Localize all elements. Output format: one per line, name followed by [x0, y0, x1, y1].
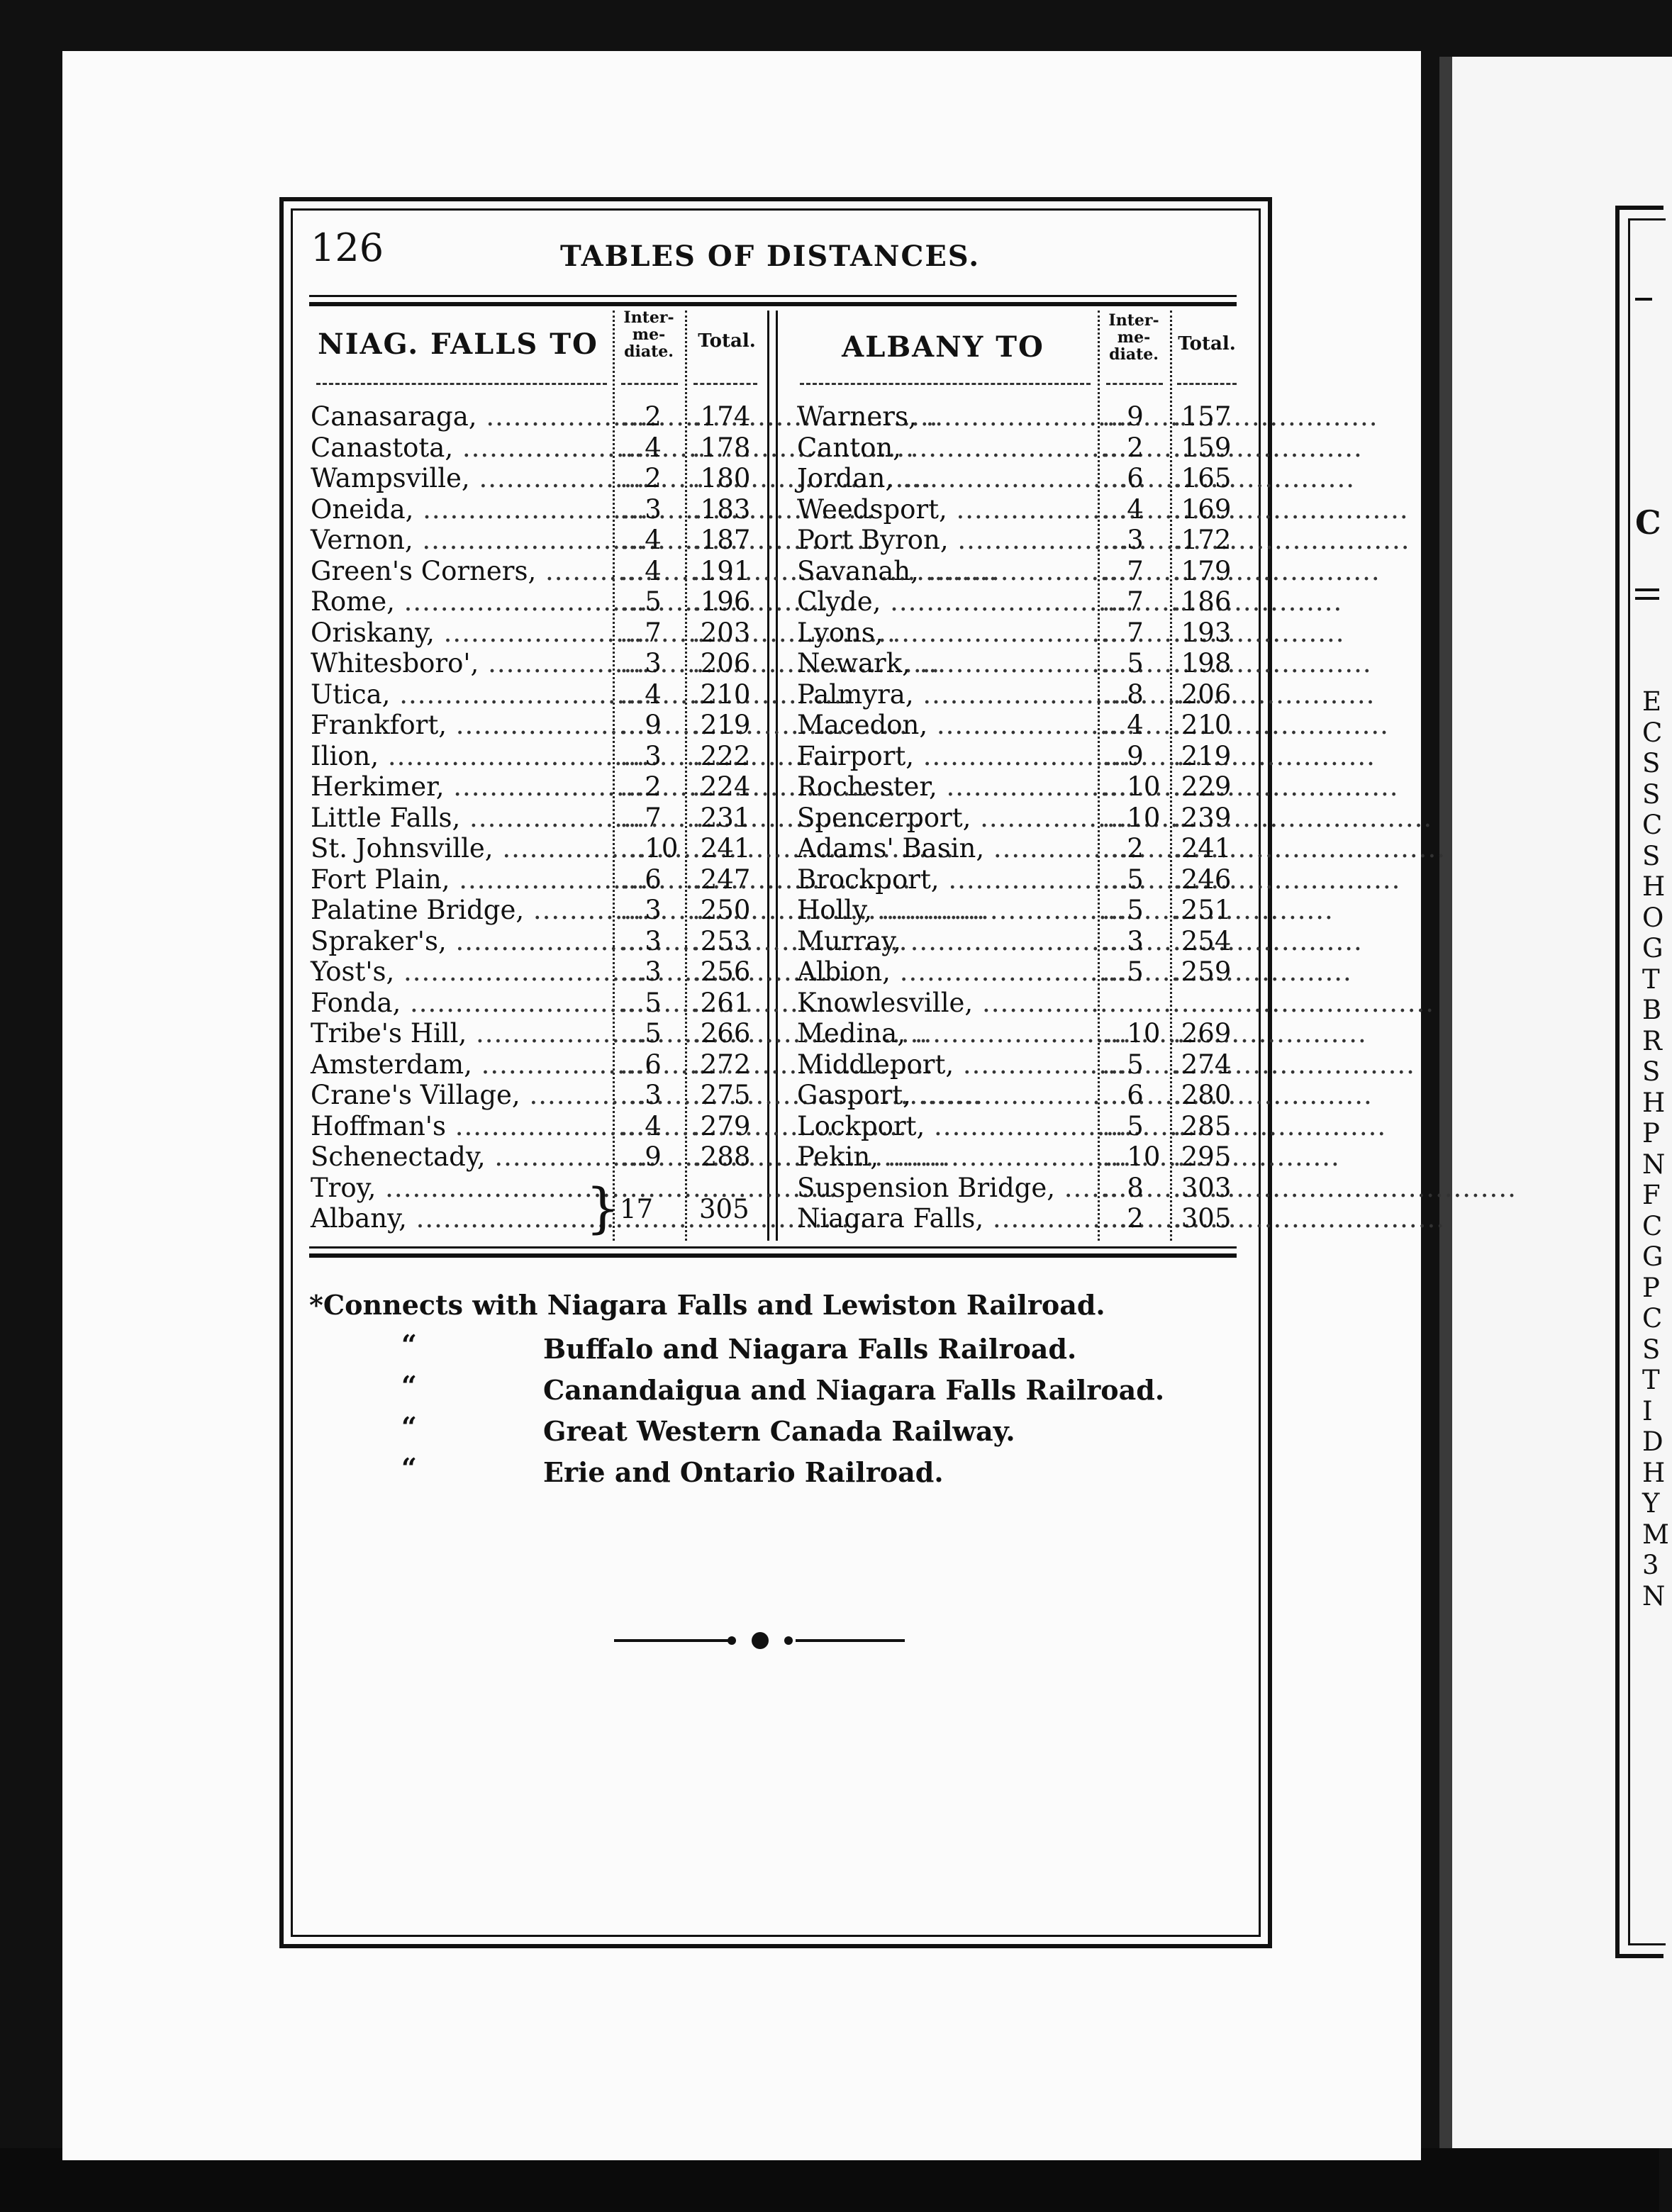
right-table-body: [797, 401, 1244, 1234]
place-name: Savanah, .....: [797, 556, 1095, 587]
intermediate-distance: ... 7: [620, 803, 662, 834]
total-distance: . 251: [1173, 895, 1231, 926]
intermediate-distance: ... 4: [620, 525, 662, 556]
place-name: Canton, .....: [797, 432, 1095, 464]
place-name: Brockport, .....: [797, 864, 1095, 895]
intermediate-distance: ... 9: [620, 1141, 662, 1173]
place-name: Yost's, .....: [311, 956, 610, 988]
table-bottom-rule: [309, 1253, 1237, 1258]
table-row: [311, 1141, 764, 1173]
total-distance: . 179: [1173, 556, 1231, 587]
intermediate-distance: ... 6: [620, 864, 662, 895]
total-distance: . 254: [1173, 926, 1231, 957]
footnote-line: Buffalo and Niagara Falls Railroad.: [543, 1333, 1077, 1365]
total-distance: . 165: [1173, 463, 1231, 494]
table-row: [797, 679, 1244, 710]
intermediate-distance: ... 3: [620, 741, 662, 772]
total-distance: . 280: [1173, 1080, 1231, 1111]
total-distance: . 303: [1173, 1173, 1231, 1204]
header-dotted-rule: [621, 383, 678, 385]
facing-page-letter: T: [1642, 1365, 1660, 1395]
table-row: [311, 679, 764, 710]
right-total-header: Total.: [1178, 333, 1236, 354]
header-dotted-rule: [693, 383, 757, 385]
intermediate-distance: ... 5: [1102, 1049, 1144, 1080]
place-name: Tribe's Hill, .....: [311, 1018, 610, 1049]
facing-page-letter: S: [1642, 1056, 1661, 1087]
total-distance: . 259: [1173, 956, 1231, 988]
total-distance: . 288: [692, 1141, 750, 1173]
place-name: Spencerport, .....: [797, 803, 1095, 834]
facing-page-letters: [1642, 686, 1669, 1611]
place-name: Oriskany, .....: [311, 618, 610, 649]
table-row: [311, 1080, 764, 1111]
brace-mark: }: [586, 1176, 620, 1239]
merged-total-value: 305: [699, 1194, 749, 1224]
place-name: Middleport, .....: [797, 1049, 1095, 1080]
table-row: [311, 926, 764, 957]
page-number: 126: [311, 225, 384, 270]
total-distance: . 231: [692, 803, 750, 834]
total-distance: . 279: [692, 1111, 750, 1142]
facing-page-letter: H: [1642, 1087, 1666, 1118]
facing-page-rule: [1635, 298, 1652, 301]
facing-page-letter: B: [1642, 995, 1662, 1025]
total-distance: . 246: [1173, 864, 1231, 895]
table-row: [797, 956, 1244, 988]
intermediate-distance: ... 3: [1102, 525, 1144, 556]
total-distance: . 275: [692, 1080, 750, 1111]
table-row: [311, 833, 764, 864]
left-table-body: [311, 401, 764, 1239]
facing-page-letter: N: [1642, 1149, 1666, 1180]
total-distance: . 266: [692, 1018, 750, 1049]
table-row: [311, 556, 764, 587]
page-title: TABLES OF DISTANCES.: [560, 240, 981, 273]
place-name: Troy, .....: [311, 1173, 610, 1204]
table-row: [797, 1018, 1244, 1049]
intermediate-distance: ... 5: [1102, 864, 1144, 895]
intermediate-distance: ... 3: [1102, 926, 1144, 957]
intermediate-distance: ... 6: [620, 1049, 662, 1080]
header-dotted-rule: [316, 383, 607, 385]
place-name: Holly, .....: [797, 895, 1095, 926]
right-table-heading: ALBANY TO: [842, 330, 1044, 364]
total-distance: . 224: [692, 771, 750, 803]
table-row: [311, 956, 764, 988]
place-name: Amsterdam, .....: [311, 1049, 610, 1080]
place-name: Albany, .....: [311, 1203, 610, 1234]
total-distance: . 256: [692, 956, 750, 988]
total-distance: . 229: [1173, 771, 1231, 803]
intermediate-distance: ... 6: [1102, 1080, 1144, 1111]
facing-page-letter: H: [1642, 1457, 1666, 1488]
intermediate-distance: ... 2: [1102, 833, 1144, 864]
place-name: Palmyra, .....: [797, 679, 1095, 710]
total-distance: . 219: [692, 710, 750, 741]
table-row: [311, 618, 764, 649]
place-name: Frankfort, .....: [311, 710, 610, 741]
table-row: [311, 494, 764, 525]
table-row: [797, 803, 1244, 834]
intermediate-distance: ... 4: [620, 556, 662, 587]
total-distance: . 180: [692, 463, 750, 494]
intermediate-distance: ... 10: [1102, 771, 1160, 803]
footnote-line: Great Western Canada Railway.: [543, 1415, 1015, 1447]
intermediate-distance: ... 5: [620, 586, 662, 618]
facing-page-letter: R: [1642, 1025, 1662, 1056]
place-name: Fonda, .....: [311, 988, 610, 1019]
place-name: Warners, .....: [797, 401, 1095, 432]
total-distance: . 241: [692, 833, 750, 864]
place-name: Spraker's, .....: [311, 926, 610, 957]
table-row: [797, 771, 1244, 803]
total-distance: . 247: [692, 864, 750, 895]
place-name: Pekin, .....: [797, 1141, 1095, 1173]
intermediate-distance: ... 7: [1102, 618, 1144, 649]
place-name: Clyde, .....: [797, 586, 1095, 618]
intermediate-distance: ... 5: [1102, 956, 1144, 988]
intermediate-distance: ... 5: [620, 1018, 662, 1049]
table-row: [797, 1111, 1244, 1142]
total-distance: . 269: [1173, 1018, 1231, 1049]
table-row: [311, 1173, 764, 1204]
facing-page-letter: O: [1642, 902, 1664, 933]
total-distance: . 191: [692, 556, 750, 587]
table-row: [797, 1173, 1244, 1204]
place-name: Macedon, .....: [797, 710, 1095, 741]
facing-page-heading: C: [1635, 503, 1661, 542]
total-distance: . 261: [692, 988, 750, 1019]
intermediate-distance: ... 4: [1102, 710, 1144, 741]
intermediate-distance: ... 3: [620, 895, 662, 926]
place-name: Medina, .....: [797, 1018, 1095, 1049]
place-name: Albion, .....: [797, 956, 1095, 988]
table-row: [797, 741, 1244, 772]
ornament-rule: [614, 1639, 729, 1642]
table-row: [311, 895, 764, 926]
total-distance: . 203: [692, 618, 750, 649]
facing-page-letter: G: [1642, 1241, 1663, 1272]
total-distance: . 250: [692, 895, 750, 926]
table-row: [311, 771, 764, 803]
intermediate-distance: ... 7: [620, 618, 662, 649]
total-distance: . 178: [692, 432, 750, 464]
intermediate-distance: ... 4: [1102, 494, 1144, 525]
table-row: [797, 710, 1244, 741]
table-row: [797, 988, 1244, 1019]
place-name: Rome, .....: [311, 586, 610, 618]
left-table-heading: NIAG. FALLS TO: [318, 328, 598, 361]
place-name: Herkimer, .....: [311, 771, 610, 803]
intermediate-distance: ... 9: [1102, 401, 1144, 432]
table-row: [797, 494, 1244, 525]
intermediate-distance: ... 7: [1102, 556, 1144, 587]
table-row: [311, 1018, 764, 1049]
total-distance: . 159: [1173, 432, 1231, 464]
total-distance: . 253: [692, 926, 750, 957]
intermediate-distance: ... 2: [1102, 432, 1144, 464]
table-row: [311, 1203, 764, 1234]
table-row: [311, 401, 764, 432]
place-name: Oneida, .....: [311, 494, 610, 525]
facing-page-letter: E: [1642, 686, 1662, 717]
table-row: [797, 1080, 1244, 1111]
total-distance: . 210: [692, 679, 750, 710]
facing-page-letter: C: [1642, 1303, 1663, 1334]
place-name: Lyons, .....: [797, 618, 1095, 649]
total-distance: . 219: [1173, 741, 1231, 772]
table-row: [797, 401, 1244, 432]
table-row: [311, 741, 764, 772]
place-name: Ilion, .....: [311, 741, 610, 772]
table-row: [311, 525, 764, 556]
facing-page-letter: I: [1642, 1395, 1653, 1426]
table-row: [797, 926, 1244, 957]
place-name: Fort Plain, .....: [311, 864, 610, 895]
place-name: Newark, .....: [797, 648, 1095, 679]
table-row: [797, 618, 1244, 649]
intermediate-distance: ... 10: [1102, 1141, 1160, 1173]
place-name: Little Falls, .....: [311, 803, 610, 834]
facing-page-letter: N: [1642, 1580, 1666, 1611]
table-row: [797, 895, 1244, 926]
table-row: [797, 864, 1244, 895]
table-row: [311, 432, 764, 464]
intermediate-distance: ... 5: [1102, 1111, 1144, 1142]
ditto-mark: “: [401, 1452, 417, 1484]
table-row: [311, 988, 764, 1019]
place-name: Green's Corners, .....: [311, 556, 610, 587]
intermediate-distance: ... 2: [1102, 1203, 1144, 1234]
intermediate-distance: ... 8: [1102, 679, 1144, 710]
total-distance: . 198: [1173, 648, 1231, 679]
place-name: Suspension Bridge, .....: [797, 1173, 1095, 1204]
total-distance: . 169: [1173, 494, 1231, 525]
table-row: [797, 586, 1244, 618]
facing-page-letter: 3: [1642, 1550, 1659, 1580]
table-row: [797, 556, 1244, 587]
place-name: Schenectady, .....: [311, 1141, 610, 1173]
total-distance: . 193: [1173, 618, 1231, 649]
facing-page-letter: S: [1642, 778, 1661, 810]
table-row: [311, 864, 764, 895]
table-row: [311, 710, 764, 741]
facing-page-letter: F: [1642, 1180, 1661, 1210]
ditto-mark: “: [401, 1329, 417, 1361]
total-distance: . 222: [692, 741, 750, 772]
ditto-mark: “: [401, 1411, 417, 1443]
table-row: [797, 1141, 1244, 1173]
intermediate-distance: ... 2: [620, 463, 662, 494]
table-row: [797, 833, 1244, 864]
total-distance: . 206: [692, 648, 750, 679]
ornament-rule: [796, 1639, 905, 1642]
facing-page-letter: S: [1642, 748, 1661, 778]
total-distance: . 183: [692, 494, 750, 525]
table-row: [797, 1049, 1244, 1080]
facing-page-letter: S: [1642, 1334, 1661, 1365]
facing-page-letter: M: [1642, 1519, 1669, 1550]
total-distance: . 172: [1173, 525, 1231, 556]
intermediate-distance: ... 7: [1102, 586, 1144, 618]
total-distance: . 295: [1173, 1141, 1231, 1173]
facing-page-letter: S: [1642, 840, 1661, 871]
facing-page-letter: Y: [1642, 1488, 1660, 1519]
facing-page-letter: H: [1642, 871, 1666, 902]
intermediate-distance: ... 5: [1102, 648, 1144, 679]
right-intermediate-header: Inter- me- diate.: [1108, 311, 1159, 364]
footnote-line: Erie and Ontario Railroad.: [543, 1456, 944, 1488]
total-distance: . 186: [1173, 586, 1231, 618]
table-row: [311, 586, 764, 618]
place-name: Knowlesville, .....: [797, 988, 1095, 1019]
total-distance: . 241: [1173, 833, 1231, 864]
place-name: Whitesboro', .....: [311, 648, 610, 679]
table-bottom-rule: [309, 1246, 1237, 1249]
intermediate-distance: ... 4: [620, 432, 662, 464]
table-row: [311, 463, 764, 494]
table-row: [797, 463, 1244, 494]
ornament-dot: [784, 1636, 793, 1645]
place-name: Rochester, .....: [797, 771, 1095, 803]
place-name: St. Johnsville, .....: [311, 833, 610, 864]
table-row: [311, 648, 764, 679]
ditto-mark: “: [401, 1370, 417, 1402]
place-name: Lockport, .....: [797, 1111, 1095, 1142]
table-row: [311, 1049, 764, 1080]
total-distance: . 274: [1173, 1049, 1231, 1080]
place-name: Crane's Village, .....: [311, 1080, 610, 1111]
facing-page-letter: C: [1642, 810, 1663, 840]
place-name: Weedsport, .....: [797, 494, 1095, 525]
total-distance: . 239: [1173, 803, 1231, 834]
table-row: [311, 803, 764, 834]
intermediate-distance: ... 3: [620, 926, 662, 957]
place-name: Gasport, .....: [797, 1080, 1095, 1111]
header-rule: [309, 302, 1237, 306]
intermediate-distance: ... 3: [620, 494, 662, 525]
total-distance: . 206: [1173, 679, 1231, 710]
footnote-line: Canandaigua and Niagara Falls Railroad.: [543, 1374, 1165, 1406]
facing-page-letter: T: [1642, 963, 1660, 995]
header-dotted-rule: [800, 383, 1091, 385]
header-dotted-rule: [1177, 383, 1237, 385]
place-name: Canasaraga, .....: [311, 401, 610, 432]
place-name: Murray, .....: [797, 926, 1095, 957]
left-intermediate-header: Inter- me- diate.: [623, 308, 674, 361]
place-name: Niagara Falls, .....: [797, 1203, 1095, 1234]
facing-page-letter: P: [1642, 1118, 1660, 1149]
place-name: Adams' Basin, .....: [797, 833, 1095, 864]
intermediate-distance: ... 10: [1102, 803, 1160, 834]
total-distance: . 174: [692, 401, 750, 432]
place-name: Hoffman's .....: [311, 1111, 610, 1142]
total-distance: . 272: [692, 1049, 750, 1080]
total-distance: . 305: [1173, 1203, 1231, 1234]
total-distance: . 285: [1173, 1111, 1231, 1142]
total-distance: . 187: [692, 525, 750, 556]
ornament-dot: [752, 1632, 769, 1649]
header-rule: [309, 295, 1237, 297]
facing-page-letter: C: [1642, 717, 1663, 748]
total-distance: . 210: [1173, 710, 1231, 741]
table-row: [311, 1111, 764, 1142]
intermediate-distance: ... 5: [1102, 895, 1144, 926]
place-name: Vernon, .....: [311, 525, 610, 556]
intermediate-distance: ... 8: [1102, 1173, 1144, 1204]
intermediate-distance: ... 4: [620, 679, 662, 710]
intermediate-distance: ... 10: [1102, 1018, 1160, 1049]
facing-page-letter: D: [1642, 1426, 1663, 1457]
intermediate-distance: ... 3: [620, 956, 662, 988]
footnote-line: *Connects with Niagara Falls and Lewiston Railroad.: [309, 1289, 1105, 1321]
header-dotted-rule: [1106, 383, 1163, 385]
intermediate-distance: ... 5: [620, 988, 662, 1019]
facing-page-rule: [1635, 588, 1659, 591]
table-row: [797, 432, 1244, 464]
ornament-dot: [728, 1636, 736, 1645]
intermediate-distance: ... 2: [620, 771, 662, 803]
total-distance: . 157: [1173, 401, 1231, 432]
facing-page-letter: P: [1642, 1272, 1660, 1303]
total-distance: . 196: [692, 586, 750, 618]
facing-page-letter: C: [1642, 1210, 1663, 1241]
facing-page-rule: [1635, 597, 1659, 600]
merged-intermediate-value: 17: [620, 1194, 654, 1224]
intermediate-distance: ... 3: [620, 648, 662, 679]
place-name: Utica, .....: [311, 679, 610, 710]
intermediate-distance: ... 9: [620, 710, 662, 741]
place-name: Wampsville, .....: [311, 463, 610, 494]
intermediate-distance: ... 10: [620, 833, 678, 864]
place-name: Port Byron, .....: [797, 525, 1095, 556]
place-name: Fairport, .....: [797, 741, 1095, 772]
table-row: [797, 1203, 1244, 1234]
intermediate-distance: ... 2: [620, 401, 662, 432]
place-name: Jordan, .....: [797, 463, 1095, 494]
left-total-header: Total.: [698, 330, 756, 352]
intermediate-distance: ... 6: [1102, 463, 1144, 494]
intermediate-distance: ... 3: [620, 1080, 662, 1111]
intermediate-distance: ... 9: [1102, 741, 1144, 772]
facing-page-letter: G: [1642, 933, 1663, 963]
place-name: Palatine Bridge, .....: [311, 895, 610, 926]
table-row: [797, 648, 1244, 679]
intermediate-distance: ... 4: [620, 1111, 662, 1142]
place-name: Canastota, .....: [311, 432, 610, 464]
table-row: [797, 525, 1244, 556]
